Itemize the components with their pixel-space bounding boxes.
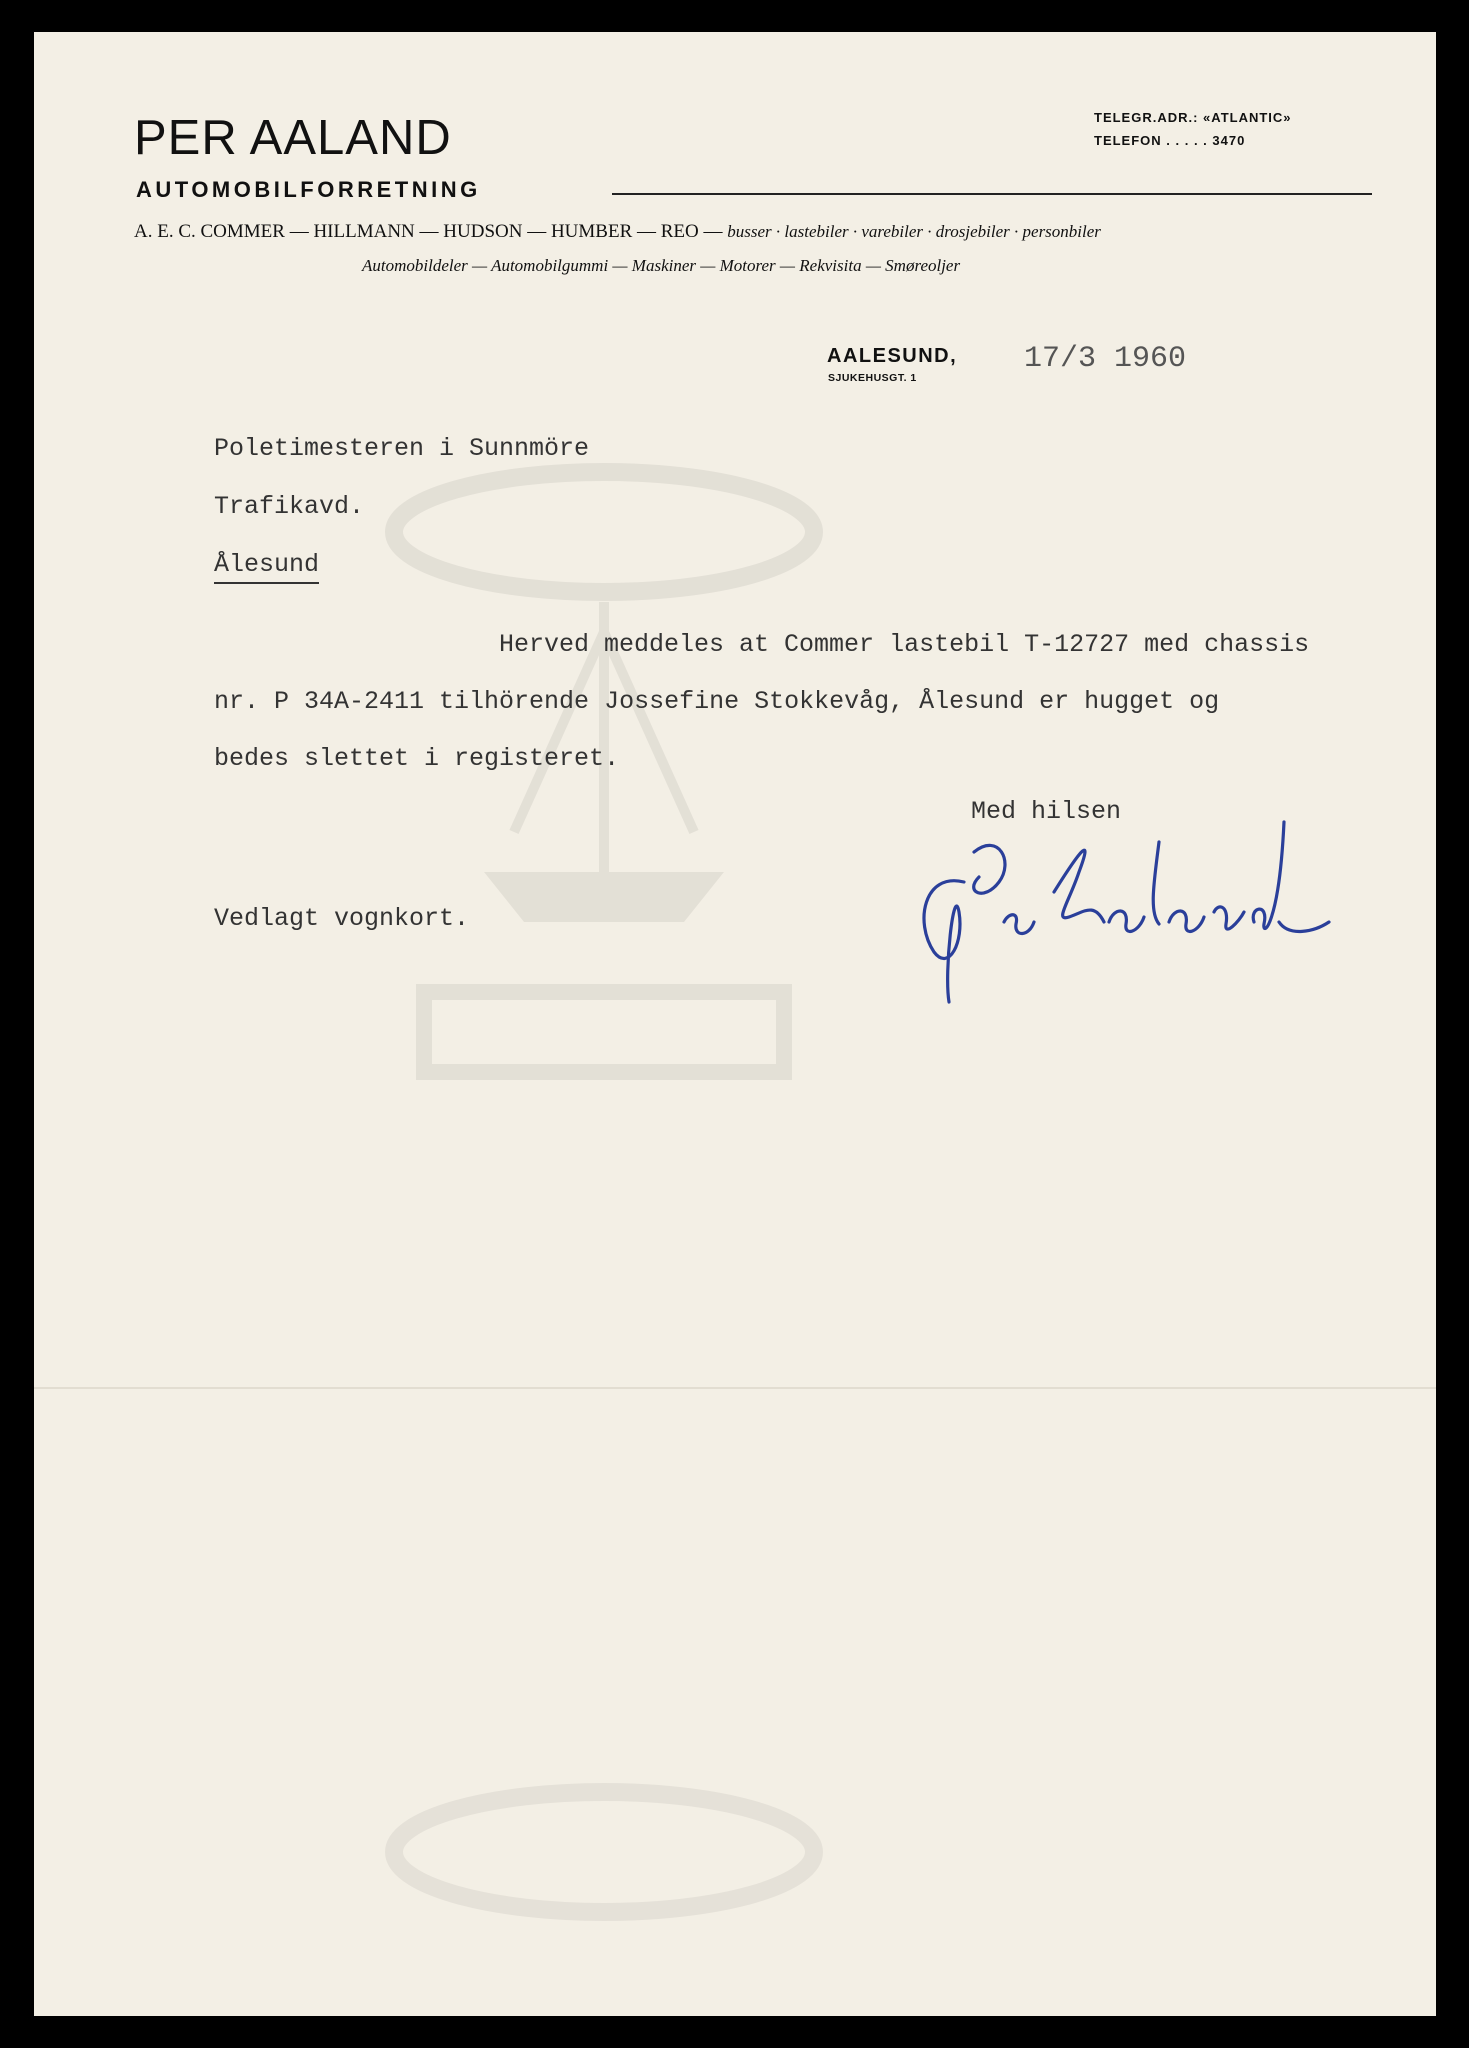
handwritten-signature [904,812,1344,1012]
closing: Med hilsen [971,797,1122,826]
letter-page [34,32,1436,2016]
recipient-line-2: Trafikavd. [214,492,365,521]
street-address: SJUKEHUSGT. 1 [828,372,917,384]
letter-date: 17/3 1960 [1024,342,1187,376]
ship-stamp-watermark [364,452,844,1132]
header-rule [612,193,1372,195]
telegram-address: TELEGR.ADR.: «ATLANTIC» [1094,110,1292,125]
telephone-number: TELEFON . . . . . 3470 [1094,133,1246,148]
recipient-line-1: Poletimesteren i Sunnmöre [214,434,590,463]
body-line-3: bedes slettet i registeret. [214,744,620,773]
stamp-watermark-bottom [364,1752,844,2012]
enclosure-note: Vedlagt vognkort. [214,904,470,933]
city: AALESUND, [827,345,958,367]
body-line-1: Herved meddeles at Commer lastebil T-12727 med chassis [499,630,1310,659]
recipient-line-3: Ålesund [214,550,319,584]
brand-names: A. E. C. COMMER — HILLMANN — HUDSON — HUMBER — REO — [134,221,723,242]
body-line-2: nr. P 34A-2411 tilhörende Jossefine Stokkevåg, Ålesund er hugget og [214,687,1220,716]
brand-line [134,221,1101,243]
company-name: PER AALAND [134,111,452,165]
fold-line [34,1387,1436,1389]
company-subtitle: AUTOMOBILFORRETNING [136,177,481,202]
parts-line: Automobildeler — Automobilgummi — Maskiner — Motorer — Rekvisita — Smøreoljer [362,256,961,275]
vehicle-types: busser · lastebiler · varebiler · drosjebiler · personbiler [727,222,1101,241]
